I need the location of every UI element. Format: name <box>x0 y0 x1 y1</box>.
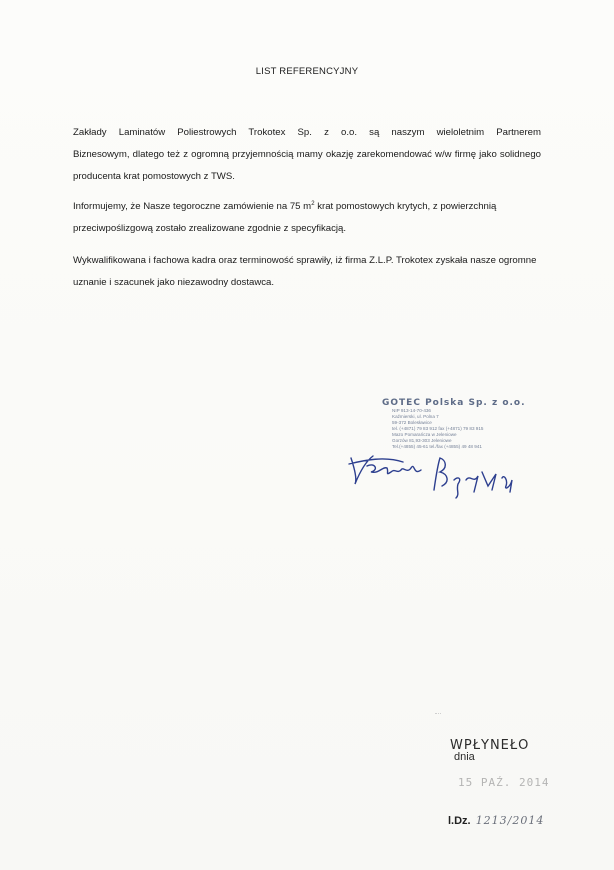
stamp-line: Gorzów 81,93-303 Jeleniowe <box>392 438 452 443</box>
letter-title: LIST REFERENCYJNY <box>255 66 359 77</box>
incoming-stamp-title: WPŁYNEŁO <box>450 738 530 753</box>
signature-right <box>426 450 526 500</box>
received-date: 15 PAŹ. 2014 <box>458 776 550 789</box>
ldz-entry <box>448 814 544 827</box>
stamp-line: tel. (+4871) 79 83 912 fax (+4871) 79 83 915 <box>392 426 484 431</box>
stamp-company-name: GOTEC Polska Sp. z o.o. <box>382 398 526 408</box>
ldz-label: l.Dz. <box>448 815 471 827</box>
ldz-number: 1213/2014 <box>475 814 545 827</box>
incoming-stamp-dnia: dnia <box>454 751 475 763</box>
paragraph-1-line-1: Zakłady Laminatów Poliestrowych Trokotex Sp. z o.o. są naszym wieloletnim Partnerem <box>73 127 541 138</box>
stamp-line: 59-372 Bolesławice <box>392 420 432 425</box>
paragraph-2-before: Informujemy, że Nasze tegoroczne zamówienie na 75 m <box>73 201 312 212</box>
stamp-line: Mazo Pomarańcza w Jeleniowe <box>392 432 457 437</box>
paper-speck <box>435 713 441 718</box>
stamp-line: NIP 913-14-70-436 <box>392 408 431 413</box>
paragraph-1-rest: Biznesowym, dlatego też z ogromną przyjemnością mamy okazję zarekomendować w/w firmę jako solidnego producenta krat pomostowych z TWS. <box>73 149 541 182</box>
paragraph-staff: Wykwalifikowana i fachowa kadra oraz terminowość sprawiły, iż firma Z.L.P. Trokotex zyskała nasze ogromne uznanie i szacunek jako niezawodny dostawca. <box>73 255 537 288</box>
paragraph-2-after: krat pomostowych krytych, z powierzchnią przeciwpoślizgową zostało zrealizowane zgodnie z specyfikacją. <box>73 201 497 234</box>
paragraph-recommendation <box>73 122 541 188</box>
paragraph-order <box>73 196 541 240</box>
signature-left <box>345 440 435 490</box>
stamp-line: Tel.(+4855) 45-61 tel./fax (+4855) 49 48 941 <box>392 444 482 449</box>
stamp-line: Kaźmierski, ul. Polna 7 <box>392 414 439 419</box>
superscript-2: 2 <box>311 201 315 207</box>
incoming-stamp <box>450 738 529 763</box>
